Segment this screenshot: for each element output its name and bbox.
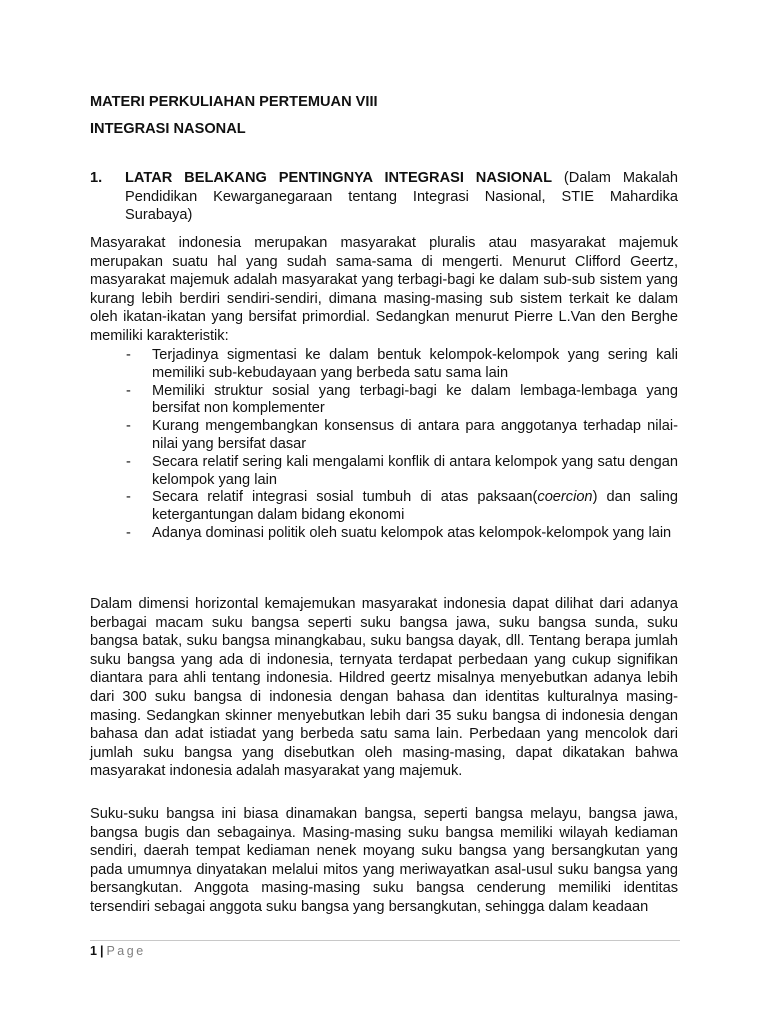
list-item-text: Memiliki struktur sosial yang terbagi-bagi ke dalam lembaga-lembaga yang bersifat non komplementer xyxy=(152,382,678,417)
bullet-dash: - xyxy=(126,453,131,470)
bullet-dash: - xyxy=(126,418,131,435)
list-item-text: Adanya dominasi politik oleh suatu kelompok atas kelompok-kelompok yang lain xyxy=(152,524,672,541)
footer-separator: | xyxy=(99,944,104,958)
page-number: 1 xyxy=(90,944,97,958)
list-item xyxy=(90,525,678,543)
page-label: Page xyxy=(106,944,146,958)
section-title: LATAR BELAKANG PENTINGNYA INTEGRASI NASIONAL xyxy=(125,170,553,186)
list-item-text: Terjadinya sigmentasi ke dalam bentuk kelompok-kelompok yang sering kali memiliki sub-kebudayaan yang berbeda satu sama lain xyxy=(152,347,678,381)
list-item xyxy=(90,489,678,525)
characteristics-list xyxy=(90,347,678,543)
paragraph-2: Dalam dimensi horizontal kemajemukan masyarakat indonesia dapat dilihat dari adanya berbagai macam suku bangsa seperti suku bangsa jawa, suku bangsa sunda, suku bangsa batak, suku bangsa minangkabau, suku bangsa dayak, dll. Tentang berapa jumlah suku bangsa yang ada di indonesia, ternyata terdapat perbedaan yang cukup signifikan diantara para ahli tentang indonesia. Hildred geertz misalnya menyebutkan adanya lebih dari 300 suku bangsa di indonesia dengan bahasa dan identitas kulturalnya masing-masing. Sedangkan skinner menyebutkan lebih dari 35 suku bangsa di indonesia dengan bahasa dan adat istiadat yang berbeda satu sama lain. Perbedaan yang mencolok dari jumlah suku bangsa yang disebutkan oleh masing-masing, dapat dikatakan bahwa masyarakat indonesia adalah masyarakat yang majemuk. xyxy=(90,596,678,780)
list-item-text-part: Secara relatif integrasi sosial tumbuh di atas paksaan( xyxy=(152,489,538,506)
list-item xyxy=(90,454,678,490)
paragraph-3: Suku-suku bangsa ini biasa dinamakan bangsa, seperti bangsa melayu, bangsa jawa, bangsa bugis dan sebagainya. Masing-masing suku bangsa memiliki wilayah kediaman sendiri, daerah tempat kediaman nenek moyang suku bangsa yang bersangkutan yang pada umumnya dinyatakan melalui mitos yang meriwayatkan asal-usul suku bangsa yang bersangkutan. Anggota masing-masing suku bangsa cenderung memiliki identitas tersendiri sebagai anggota suku bangsa yang bersangkutan, sehingga dalam keadaan xyxy=(90,806,678,915)
list-item-text-part: ) dan saling ketergantungan dalam bidang ekonomi xyxy=(152,489,678,524)
footer-divider xyxy=(90,940,680,941)
list-item xyxy=(90,383,678,419)
section-heading xyxy=(90,169,678,225)
bullet-dash: - xyxy=(126,347,131,363)
document-title: MATERI PERKULIAHAN PERTEMUAN VIII xyxy=(90,94,378,110)
list-item xyxy=(90,418,678,454)
list-item-text: Kurang mengembangkan konsensus di antara para anggotanya terhadap nilai-nilai yang bersifat dasar xyxy=(152,418,678,452)
italic-term: coercion xyxy=(537,489,593,506)
list-item-text xyxy=(152,489,678,523)
paragraph-1: Masyarakat indonesia merupakan masyarakat pluralis atau masyarakat majemuk merupakan suatu hal yang sudah sama-sama di mengerti. Menurut Clifford Geertz, masyarakat majemuk adalah masyarakat yang terbagi-bagi ke dalam sub-sub sistem yang kurang lebih berdiri sendiri-sendiri, dimana masing-masing sub sistem terkait ke dalam oleh ikatan-ikatan yang bersifat primordial. Sedangkan menurut Pierre L.Van den Berghe memiliki karakteristik: xyxy=(90,235,678,344)
bullet-dash: - xyxy=(126,382,131,399)
section-heading-text xyxy=(125,169,678,225)
bullet-dash: - xyxy=(126,524,131,541)
section-source: (Dalam Makalah Pendidikan Kewarganegaraan tentang Integrasi Nasional, STIE Mahardika Surabaya) xyxy=(125,170,678,223)
section-number: 1. xyxy=(90,170,103,186)
bullet-dash: - xyxy=(126,489,131,506)
list-item-text: Secara relatif sering kali mengalami konflik di antara kelompok yang satu dengan kelompok yang lain xyxy=(152,453,678,488)
document-page xyxy=(90,0,678,1024)
page-footer xyxy=(90,943,146,959)
document-subtitle: INTEGRASI NASONAL xyxy=(90,121,246,137)
list-item xyxy=(90,347,678,383)
